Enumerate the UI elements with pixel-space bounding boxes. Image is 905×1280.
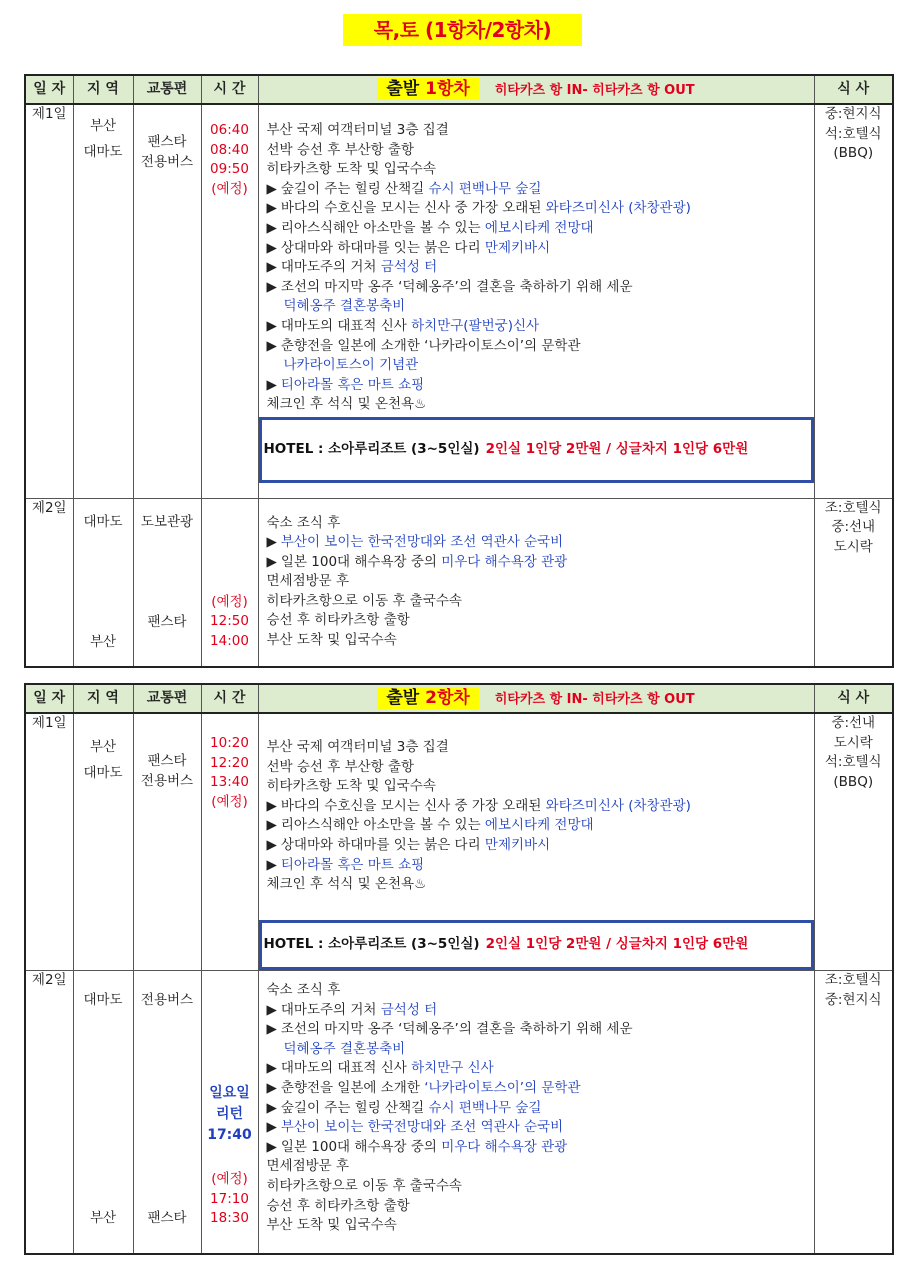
itinerary-list bbox=[267, 105, 814, 417]
itinerary-highlight: 금석성 터 bbox=[380, 259, 438, 276]
bullet-arrow-icon: ▶ bbox=[266, 1079, 277, 1096]
sunday-return: 일요일 bbox=[209, 1085, 250, 1101]
transport-ferry: 팬스타 bbox=[147, 613, 187, 630]
itinerary-text: 춘향전을 일본에 소개한 ‘나카라이토스이’의 문학관 bbox=[280, 337, 581, 354]
region-cell bbox=[73, 104, 133, 498]
transport-cell bbox=[133, 498, 201, 667]
itinerary-line bbox=[267, 1138, 814, 1158]
itinerary-line bbox=[267, 1099, 814, 1119]
itinerary-highlight: 금석성 터 bbox=[380, 1001, 438, 1018]
time-entry: (예정) bbox=[211, 180, 248, 197]
departure-word: 출발 bbox=[386, 79, 420, 100]
itinerary-highlight: 하치만구 신사 bbox=[411, 1060, 494, 1077]
itinerary-cell bbox=[258, 498, 814, 667]
time-entry: 06:40 bbox=[210, 122, 249, 138]
bullet-arrow-icon: ▶ bbox=[266, 553, 277, 570]
itinerary-highlight: 하치만구(팔번궁)신사 bbox=[411, 317, 540, 334]
meal-cell bbox=[814, 713, 893, 971]
itinerary-line bbox=[267, 1079, 814, 1099]
itinerary-text: 숲길이 주는 힐링 산책길 bbox=[280, 1099, 429, 1116]
itinerary-highlight: 부산이 보이는 한국전망대와 조선 역관사 순국비 bbox=[280, 1119, 564, 1136]
sunday-return: 17:40 bbox=[207, 1127, 252, 1143]
bullet-arrow-icon: ▶ bbox=[266, 534, 277, 551]
region-cell bbox=[73, 971, 133, 1254]
itinerary-text: 히타카츠항으로 이동 후 출국수속 bbox=[266, 1177, 462, 1194]
itinerary-text: 리아스식해안 아소만을 볼 수 있는 bbox=[280, 817, 485, 834]
time-cell bbox=[201, 971, 258, 1254]
itinerary-text: 리아스식해안 아소만을 볼 수 있는 bbox=[280, 219, 485, 236]
day-label: 제2일 bbox=[25, 498, 73, 667]
header-row bbox=[25, 684, 893, 713]
meal-entry: 도시락 bbox=[833, 538, 873, 555]
itinerary-text: 승선 후 히타카츠항 출항 bbox=[266, 1197, 410, 1214]
itinerary-list bbox=[267, 714, 814, 920]
time-entry: 08:40 bbox=[210, 141, 249, 158]
itinerary-list bbox=[267, 971, 814, 1236]
header-itinerary bbox=[258, 75, 814, 104]
itinerary-line bbox=[267, 160, 814, 180]
bullet-arrow-icon: ▶ bbox=[266, 1119, 277, 1136]
region-departure: 대마도 bbox=[83, 992, 123, 1008]
bullet-arrow-icon: ▶ bbox=[266, 259, 277, 276]
itinerary-text: 춘향전을 일본에 소개한 bbox=[280, 1079, 425, 1096]
itinerary-line bbox=[267, 1157, 814, 1177]
itinerary-text: 숙소 조식 후 bbox=[266, 982, 341, 998]
region-departure: 부산 bbox=[89, 739, 117, 755]
bullet-arrow-icon: ▶ bbox=[266, 219, 277, 236]
itinerary-line bbox=[267, 572, 814, 592]
itinerary-text: 조선의 마지막 옹주 ‘덕혜옹주’의 결혼을 축하하기 위해 세운 bbox=[280, 1021, 633, 1038]
departure-number: 1항차 bbox=[425, 79, 470, 100]
itinerary-highlight: 에보시타케 전망대 bbox=[484, 817, 594, 834]
itinerary-highlight: 덕혜옹주 결혼봉축비 bbox=[283, 298, 406, 315]
meal-entry: 중:현지식 bbox=[824, 991, 882, 1008]
transport-ferry: 팬스타 bbox=[147, 134, 187, 150]
day-label: 제1일 bbox=[25, 713, 73, 971]
itinerary-highlight: 미우다 해수욕장 관광 bbox=[441, 1138, 568, 1155]
meal-entry: 조:호텔식 bbox=[824, 499, 882, 516]
itinerary-text: 히타카츠항 도착 및 입국수속 bbox=[266, 161, 436, 178]
header-region: 지 역 bbox=[73, 684, 133, 713]
itinerary-line bbox=[267, 981, 814, 1001]
itinerary-text: 선박 승선 후 부산항 출항 bbox=[266, 141, 415, 158]
itinerary-line bbox=[267, 1020, 814, 1040]
bullet-arrow-icon: ▶ bbox=[266, 1021, 277, 1038]
region-arrival: 부산 bbox=[89, 633, 117, 650]
itinerary-text: 히타카츠항 도착 및 입국수속 bbox=[266, 778, 436, 795]
time-entry: (예정) bbox=[211, 593, 248, 610]
region-arrival: 대마도 bbox=[83, 144, 123, 160]
itinerary-line bbox=[267, 592, 814, 612]
itinerary-list bbox=[267, 499, 814, 651]
day-row bbox=[25, 104, 893, 498]
bullet-arrow-icon: ▶ bbox=[266, 180, 277, 197]
itinerary-highlight: 만제키바시 bbox=[484, 239, 551, 256]
departure-badge bbox=[377, 78, 478, 100]
itinerary-text: 면세점방문 후 bbox=[266, 573, 350, 590]
bullet-arrow-icon: ▶ bbox=[266, 239, 277, 256]
bullet-arrow-icon: ▶ bbox=[266, 1138, 277, 1155]
departure-badge bbox=[377, 687, 478, 709]
itinerary-highlight: 에보시타케 전망대 bbox=[484, 219, 594, 236]
itinerary-highlight: 슈시 편백나무 숲길 bbox=[428, 1099, 542, 1116]
time-cell bbox=[201, 498, 258, 667]
time-cell bbox=[201, 713, 258, 971]
hotel-name: HOTEL : 소아루리조트 (3~5인실) bbox=[263, 441, 480, 458]
bullet-arrow-icon: ▶ bbox=[266, 317, 277, 334]
meal-cell bbox=[814, 104, 893, 498]
hotel-price: 2인실 1인당 2만원 / 싱글차지 1인당 6만원 bbox=[485, 936, 749, 953]
itinerary-text: 일본 100대 해수욕장 중의 bbox=[280, 553, 442, 570]
meal-cell bbox=[814, 498, 893, 667]
itinerary-line bbox=[267, 816, 814, 836]
region-arrival: 부산 bbox=[89, 1210, 117, 1226]
time-entry: 12:20 bbox=[210, 754, 249, 771]
transport-cell bbox=[133, 713, 201, 971]
itinerary-text: 조선의 마지막 옹주 ‘덕혜옹주’의 결혼을 축하하기 위해 세운 bbox=[280, 278, 633, 295]
schedule-table-1 bbox=[24, 74, 894, 668]
day-row bbox=[25, 713, 893, 971]
itinerary-text: 대마도주의 거처 bbox=[280, 1001, 381, 1018]
transport-walking: 도보관광 bbox=[140, 513, 194, 530]
meal-entry: (BBQ) bbox=[833, 145, 874, 162]
itinerary-line bbox=[267, 376, 814, 396]
time-entry: (예정) bbox=[211, 1171, 248, 1187]
schedule-table-2 bbox=[24, 683, 894, 1255]
itinerary-line bbox=[267, 758, 814, 778]
itinerary-line bbox=[267, 219, 814, 239]
region-arrival: 대마도 bbox=[83, 765, 123, 781]
time-entry: 09:50 bbox=[210, 161, 249, 178]
itinerary-highlight: 미우다 해수욕장 관광 bbox=[441, 553, 568, 570]
itinerary-line bbox=[267, 395, 814, 415]
itinerary-highlight: 와타즈미신사 (차창관광) bbox=[545, 200, 691, 217]
itinerary-text: 승선 후 히타카츠항 출항 bbox=[266, 612, 410, 629]
bullet-arrow-icon: ▶ bbox=[266, 376, 277, 393]
itinerary-highlight: ‘나카라이토스이’의 문학관 bbox=[424, 1079, 581, 1096]
bullet-arrow-icon: ▶ bbox=[266, 1001, 277, 1018]
meal-entry: (BBQ) bbox=[833, 773, 874, 790]
itinerary-highlight: 티아라몰 혹은 마트 쇼핑 bbox=[280, 376, 425, 393]
itinerary-highlight: 나카라이토스이 기념관 bbox=[283, 357, 419, 374]
region-cell bbox=[73, 713, 133, 971]
time-entry: 10:20 bbox=[210, 735, 249, 751]
itinerary-line bbox=[267, 199, 814, 219]
day-label: 제2일 bbox=[25, 971, 73, 1254]
bullet-arrow-icon: ▶ bbox=[266, 1060, 277, 1077]
itinerary-cell bbox=[258, 713, 814, 971]
day-row bbox=[25, 498, 893, 667]
hotel-name: HOTEL : 소아루리조트 (3~5인실) bbox=[263, 936, 480, 953]
itinerary-line bbox=[267, 180, 814, 200]
bullet-arrow-icon: ▶ bbox=[266, 337, 277, 354]
itinerary-text: 부산 도착 및 입국수속 bbox=[266, 1217, 397, 1234]
bullet-arrow-icon: ▶ bbox=[266, 836, 277, 853]
header-day: 일 자 bbox=[25, 684, 73, 713]
itinerary-line bbox=[267, 1059, 814, 1079]
time-entry: 12:50 bbox=[210, 613, 249, 630]
header-region: 지 역 bbox=[73, 75, 133, 104]
transport-cell bbox=[133, 104, 201, 498]
departure-word: 출발 bbox=[386, 688, 420, 709]
itinerary-line bbox=[267, 317, 814, 337]
itinerary-line bbox=[267, 1118, 814, 1138]
itinerary-line bbox=[267, 1040, 814, 1060]
hotel-info-box bbox=[259, 920, 814, 970]
header-time: 시 간 bbox=[201, 684, 258, 713]
itinerary-line bbox=[267, 141, 814, 161]
header-transport: 교통편 bbox=[133, 75, 201, 104]
time-entry: (예정) bbox=[211, 793, 248, 810]
itinerary-text: 상대마와 하대마를 잇는 붉은 다리 bbox=[280, 836, 485, 853]
meal-entry: 석:호텔식 bbox=[824, 754, 882, 771]
itinerary-line bbox=[267, 631, 814, 651]
departure-number: 2항차 bbox=[425, 688, 470, 709]
itinerary-highlight: 만제키바시 bbox=[484, 836, 551, 853]
transport-ferry: 팬스타 bbox=[147, 753, 187, 769]
header-meal: 식 사 bbox=[814, 75, 893, 104]
transport-bus: 전용버스 bbox=[140, 153, 194, 170]
itinerary-text: 대마도의 대표적 신사 bbox=[280, 317, 412, 334]
itinerary-text: 바다의 수호신을 모시는 신사 중 가장 오래된 bbox=[280, 797, 546, 814]
time-cell bbox=[201, 104, 258, 498]
bullet-arrow-icon: ▶ bbox=[266, 200, 277, 217]
itinerary-line bbox=[267, 1197, 814, 1217]
itinerary-highlight: 부산이 보이는 한국전망대와 조선 역관사 순국비 bbox=[280, 534, 564, 551]
meal-entry: 중:선내 bbox=[831, 715, 876, 731]
itinerary-line bbox=[267, 533, 814, 553]
itinerary-text: 숲길이 주는 힐링 산책길 bbox=[280, 180, 429, 197]
meal-entry: 조:호텔식 bbox=[824, 972, 882, 988]
itinerary-line bbox=[267, 356, 814, 376]
time-entry: 13:40 bbox=[210, 774, 249, 791]
meal-entry: 중:선내 bbox=[831, 519, 876, 536]
time-entry: 18:30 bbox=[210, 1210, 249, 1227]
itinerary-highlight: 와타즈미신사 (차창관광) bbox=[545, 797, 691, 814]
itinerary-line bbox=[267, 258, 814, 278]
itinerary-text: 대마도주의 거처 bbox=[280, 259, 381, 276]
itinerary-line bbox=[267, 297, 814, 317]
itinerary-line bbox=[267, 797, 814, 817]
itinerary-line bbox=[267, 777, 814, 797]
itinerary-line bbox=[267, 514, 814, 534]
itinerary-text: 대마도의 대표적 신사 bbox=[280, 1060, 412, 1077]
itinerary-highlight: 티아라몰 혹은 마트 쇼핑 bbox=[280, 856, 425, 873]
itinerary-text: 부산 국제 여객터미널 3층 집결 bbox=[266, 739, 449, 755]
header-itinerary bbox=[258, 684, 814, 713]
transport-cell bbox=[133, 971, 201, 1254]
meal-entry: 석:호텔식 bbox=[824, 125, 882, 142]
bullet-arrow-icon: ▶ bbox=[266, 797, 277, 814]
meal-entry: 도시락 bbox=[833, 734, 873, 751]
itinerary-line bbox=[267, 278, 814, 298]
itinerary-line bbox=[267, 553, 814, 573]
itinerary-text: 선박 승선 후 부산항 출항 bbox=[266, 758, 415, 775]
day-row bbox=[25, 971, 893, 1254]
bullet-arrow-icon: ▶ bbox=[266, 1099, 277, 1116]
route-label: 히타카츠 항 IN- 히타카츠 항 OUT bbox=[494, 83, 695, 99]
itinerary-text: 숙소 조식 후 bbox=[266, 514, 341, 531]
itinerary-highlight: 슈시 편백나무 숲길 bbox=[428, 180, 542, 197]
header-transport: 교통편 bbox=[133, 684, 201, 713]
region-departure: 대마도 bbox=[83, 513, 123, 530]
itinerary-cell bbox=[258, 104, 814, 498]
itinerary-text: 일본 100대 해수욕장 중의 bbox=[280, 1138, 442, 1155]
itinerary-line bbox=[267, 1216, 814, 1236]
bullet-arrow-icon: ▶ bbox=[266, 856, 277, 873]
itinerary-line bbox=[267, 836, 814, 856]
itinerary-text: 면세점방문 후 bbox=[266, 1158, 350, 1175]
itinerary-cell bbox=[258, 971, 814, 1254]
itinerary-line bbox=[267, 738, 814, 758]
itinerary-highlight: 덕혜옹주 결혼봉축비 bbox=[283, 1040, 406, 1057]
itinerary-text: 체크인 후 석식 및 온천욕♨ bbox=[266, 396, 427, 413]
region-cell bbox=[73, 498, 133, 667]
bullet-arrow-icon: ▶ bbox=[266, 278, 277, 295]
header-row bbox=[25, 75, 893, 104]
transport-bus: 전용버스 bbox=[140, 772, 194, 789]
itinerary-text: 바다의 수호신을 모시는 신사 중 가장 오래된 bbox=[280, 200, 546, 217]
header-day: 일 자 bbox=[25, 75, 73, 104]
itinerary-text: 부산 도착 및 입국수속 bbox=[266, 632, 397, 649]
region-departure: 부산 bbox=[89, 118, 117, 134]
sunday-return: 리턴 bbox=[215, 1106, 244, 1122]
itinerary-line bbox=[267, 1177, 814, 1197]
header-time: 시 간 bbox=[201, 75, 258, 104]
itinerary-line bbox=[267, 611, 814, 631]
itinerary-line bbox=[267, 239, 814, 259]
hotel-info-box bbox=[259, 417, 814, 483]
itinerary-line bbox=[267, 1001, 814, 1021]
itinerary-line bbox=[267, 875, 814, 895]
transport-ferry: 팬스타 bbox=[147, 1210, 187, 1226]
time-entry: 17:10 bbox=[210, 1190, 249, 1207]
itinerary-line bbox=[267, 121, 814, 141]
itinerary-line bbox=[267, 856, 814, 876]
page-title: 목,토 (1항차/2항차) bbox=[343, 14, 582, 46]
itinerary-text: 상대마와 하대마를 잇는 붉은 다리 bbox=[280, 239, 485, 256]
hotel-price: 2인실 1인당 2만원 / 싱글차지 1인당 6만원 bbox=[485, 441, 749, 458]
bullet-arrow-icon: ▶ bbox=[266, 817, 277, 834]
day-label: 제1일 bbox=[25, 104, 73, 498]
header-meal: 식 사 bbox=[814, 684, 893, 713]
meal-entry: 중:현지식 bbox=[824, 106, 882, 122]
itinerary-text: 부산 국제 여객터미널 3층 집결 bbox=[266, 122, 449, 138]
transport-bus: 전용버스 bbox=[140, 992, 194, 1008]
itinerary-text: 히타카츠항으로 이동 후 출국수속 bbox=[266, 592, 462, 609]
meal-cell bbox=[814, 971, 893, 1254]
itinerary-line bbox=[267, 337, 814, 357]
itinerary-text: 체크인 후 석식 및 온천욕♨ bbox=[266, 876, 427, 893]
time-entry: 14:00 bbox=[210, 632, 249, 649]
route-label: 히타카츠 항 IN- 히타카츠 항 OUT bbox=[494, 692, 695, 708]
